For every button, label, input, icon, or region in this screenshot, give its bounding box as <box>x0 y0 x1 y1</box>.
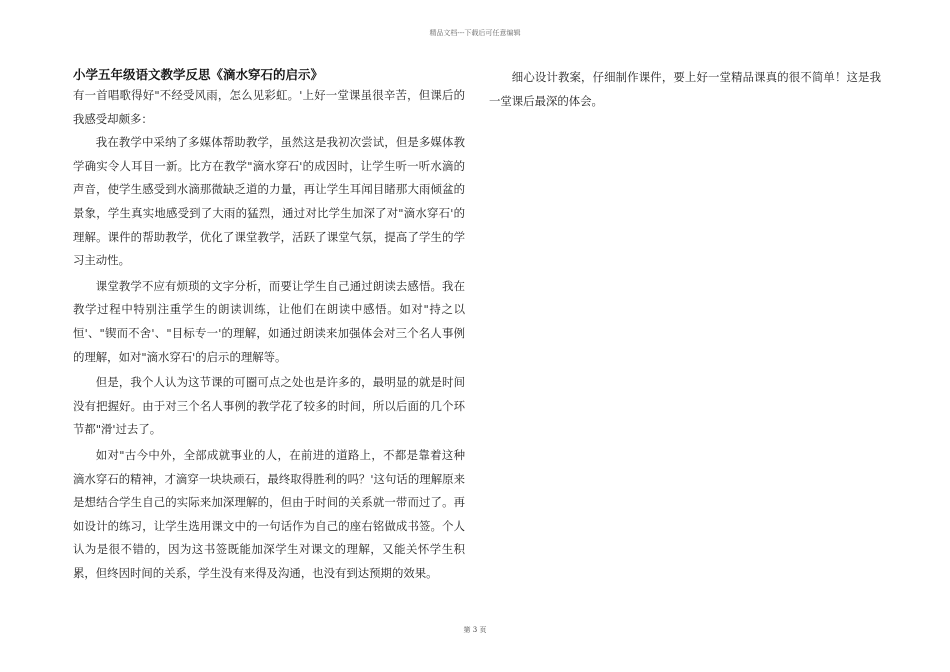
paragraph-1: 有一首唱歌得好"不经受风雨，怎么见彩虹。'上好一堂课虽很辛苦，但课后的我感受却颇多： <box>73 88 465 126</box>
left-column <box>73 66 465 585</box>
paragraph-2: 我在教学中采纳了多媒体帮助教学，虽然这是我初次尝试，但是多媒体教学确实令人耳目一新。比方在教学"滴水穿石'的成因时，让学生听一听水滴的声音，使学生感受到水滴那微缺乏道的力量，再让学生耳闻目睹那大雨倾盆的景象，学生真实地感受到了大雨的猛烈，通过对比学生加深了对"滴水穿石'的理解。课件的帮助教学，优化了课堂教学，活跃了课堂气氛，提高了学生的学习主动性。 <box>73 135 465 268</box>
paragraph-5: 如对"古今中外，全部成就事业的人，在前进的道路上，不都是靠着这种滴水穿石的精神，才滴穿一块块顽石，最终取得胜利的吗？'这句话的理解原来是想结合学生自己的实际来加深理解的，但由于时间的关系就一带而过了。再如设计的练习，让学生选用课文中的一句话作为自己的座右铭做成书签。个人认为是很不错的，因为这书签既能加深学生对课文的理解，又能关怀学生积累，但终因时间的关系，学生没有来得及沟通，也没有到达预期的效果。 <box>73 447 465 580</box>
paragraph-4: 但是，我个人认为这节课的可圈可点之处也是许多的，最明显的就是时间没有把握好。由于对三个名人事例的教学花了较多的时间，所以后面的几个环节都"滑'过去了。 <box>73 375 465 437</box>
paragraph-3: 课堂教学不应有烦琐的文字分析，而要让学生自己通过朗读去感悟。我在教学过程中特别注重学生的朗读训练，让他们在朗读中感悟。如对"持之以恒'、"锲而不舍'、"目标专一'的理解，如通过朗读来加强体会对三个名人事例的理解，如对"滴水穿石'的启示的理解等。 <box>73 278 465 364</box>
page-number: 第 3 页 <box>463 626 487 634</box>
document-title: 小学五年级语文教学反思《滴水穿石的启示》 <box>73 67 324 82</box>
paragraph-6: 细心设计教案，仔细制作课件，要上好一堂精品课真的很不简单！这是我一堂课后最深的体会。 <box>489 70 881 108</box>
page-header: 精品文档---下载后可任意编辑 <box>429 29 521 37</box>
right-column <box>489 66 881 113</box>
